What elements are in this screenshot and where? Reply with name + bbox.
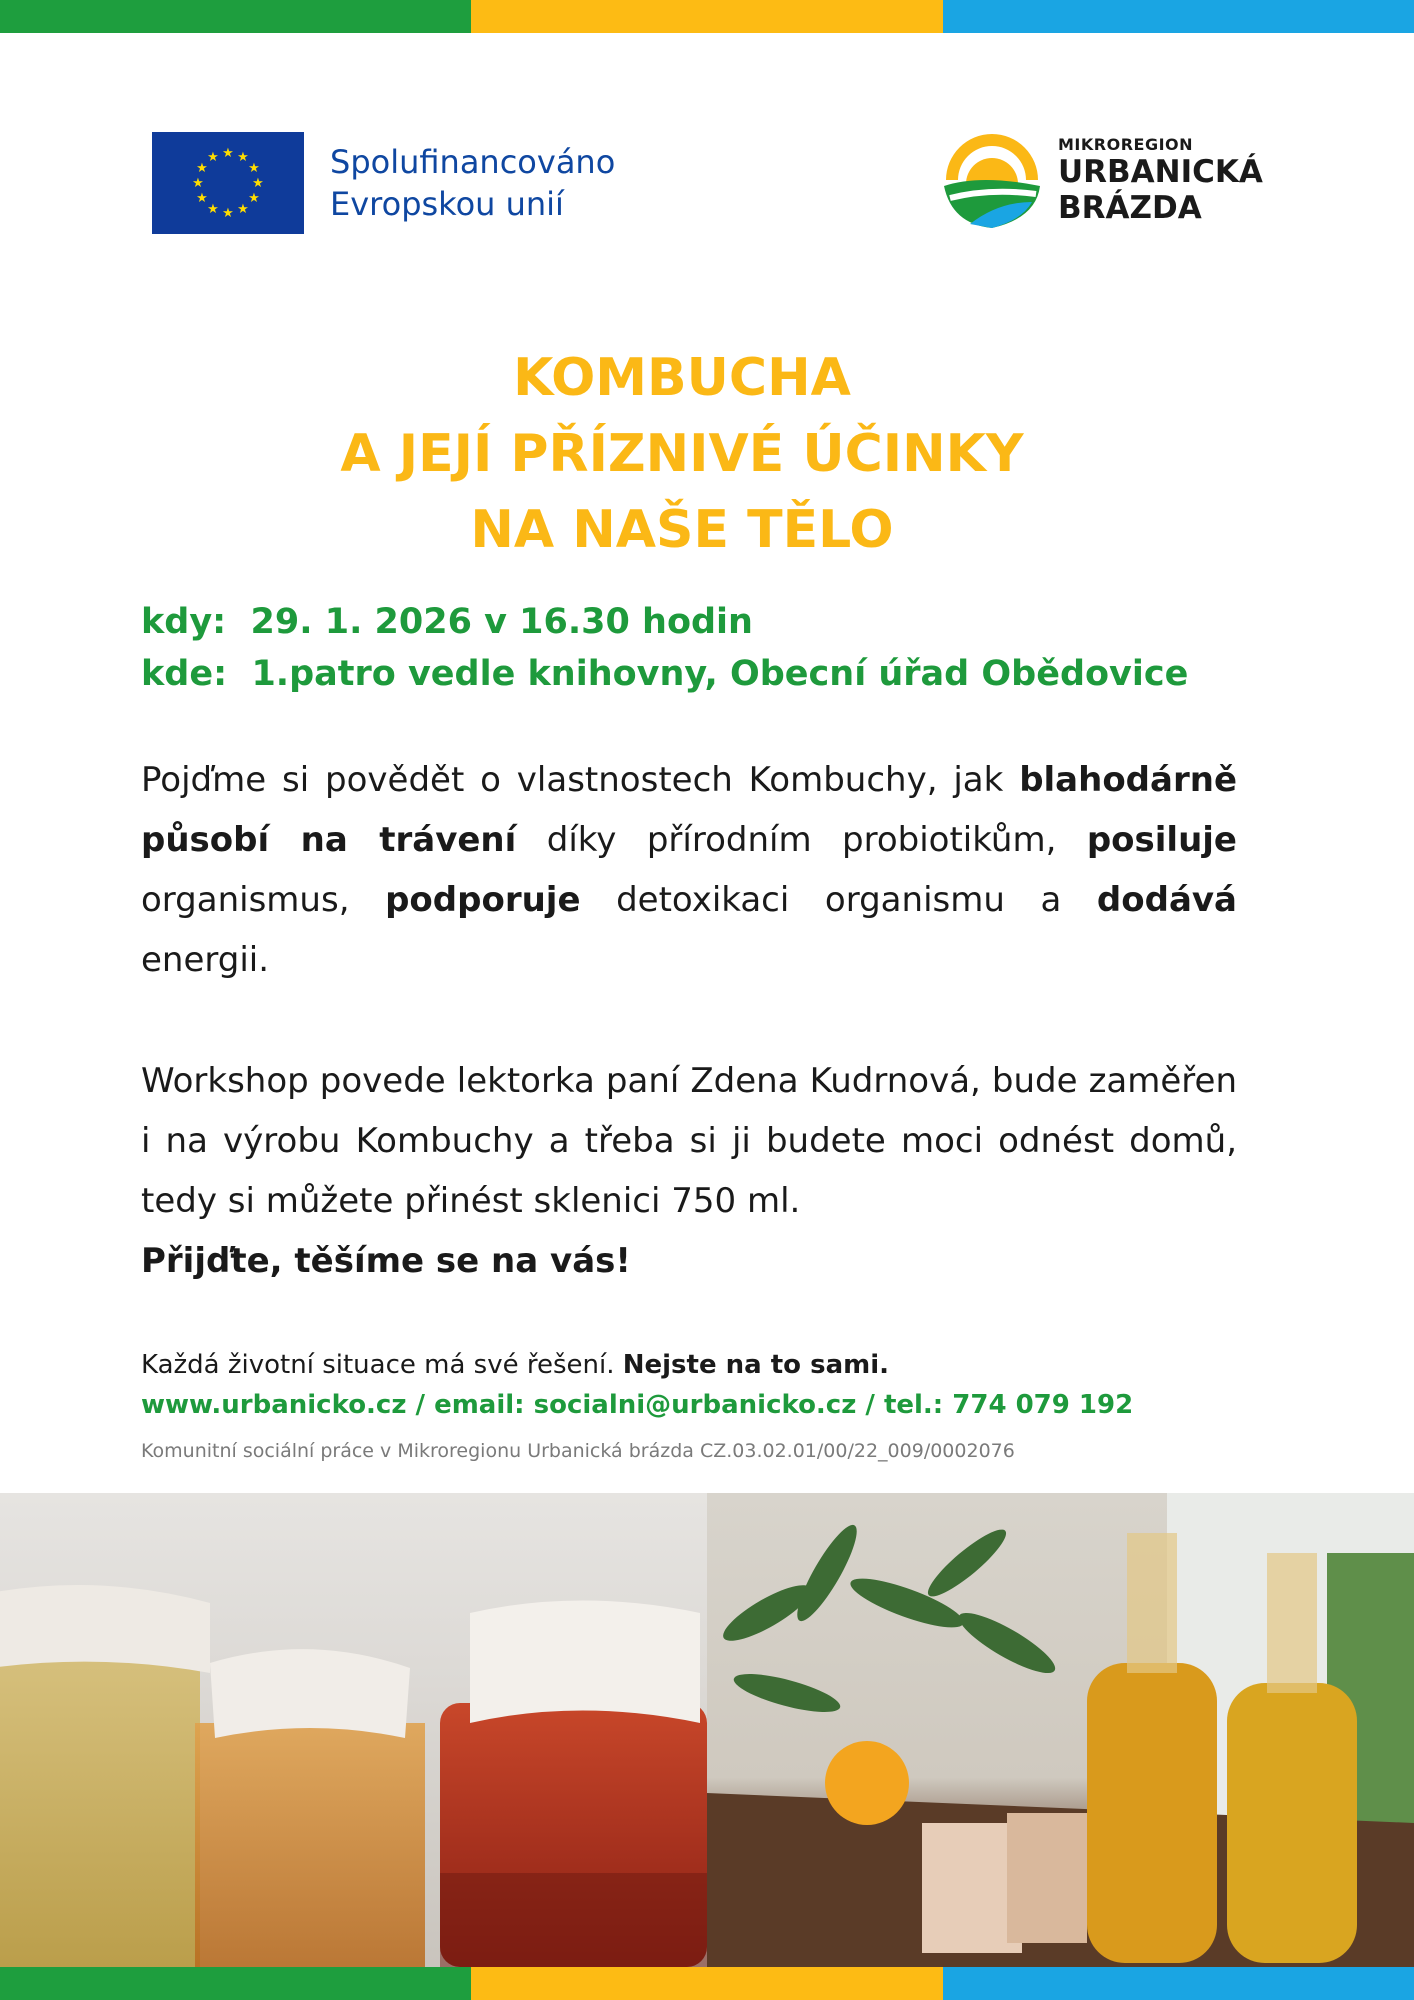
bold-digestion: blahodárně působí na trávení (141, 760, 1237, 860)
logo-brazda-label: BRÁZDA (1058, 189, 1202, 226)
eu-cofinanced-logo (152, 132, 615, 234)
svg-text:★: ★ (196, 161, 208, 176)
svg-text:★: ★ (248, 191, 260, 206)
svg-text:★: ★ (222, 146, 234, 161)
eu-text-line2: Evropskou unií (330, 185, 564, 223)
eu-flag-icon (152, 132, 304, 234)
photo-strip (0, 1493, 1414, 1967)
svg-text:★: ★ (237, 202, 249, 217)
bold-supports: podporuje (385, 880, 581, 920)
bold-strengthens: posiluje (1086, 820, 1237, 860)
svg-text:★: ★ (196, 191, 208, 206)
when-label: kdy: (141, 602, 227, 642)
svg-text:★: ★ (248, 161, 260, 176)
kombucha-bottles-photo (707, 1493, 1414, 1967)
footer-info (141, 1345, 1133, 1425)
where-label: kde: (141, 654, 228, 694)
project-reference: Komunitní sociální práce v Mikroregionu Urbanická brázda CZ.03.02.01/00/22_009/0002076 (141, 1440, 1015, 1462)
footer-slogan: Každá životní situace má své řešení. Nejste na to sami. (141, 1350, 889, 1380)
title-line-3: NA NAŠE TĚLO (470, 500, 894, 560)
event-description (141, 750, 1237, 1291)
title-line-1: KOMBUCHA (513, 348, 851, 408)
svg-text:★: ★ (207, 202, 219, 217)
top-color-stripe (0, 0, 1414, 33)
bottom-color-stripe (0, 1967, 1414, 2000)
description-paragraph-1: Pojďme si povědět o vlastnostech Kombuchy, jak blahodárně působí na trávení díky přírodním probiotikům, posiluje organismus, podporuje detoxikaci organismu a dodává energii. (141, 760, 1237, 980)
bold-gives: dodává (1096, 880, 1237, 920)
svg-text:★: ★ (237, 150, 249, 165)
closing-invitation: Přijďte, těšíme se na vás! (141, 1241, 631, 1281)
contact-line[interactable]: www.urbanicko.cz / email: socialni@urbanicko.cz / tel.: 774 079 192 (141, 1390, 1134, 1420)
svg-text:★: ★ (192, 176, 204, 191)
logo-urbanicka-label: URBANICKÁ (1058, 153, 1263, 190)
when-value: 29. 1. 2026 v 16.30 hodin (250, 602, 753, 642)
eu-text-line1: Spolufinancováno (330, 143, 616, 181)
event-details (141, 596, 1188, 700)
description-paragraph-2: Workshop povede lektorka paní Zdena Kudrnová, bude zaměřen i na výrobu Kombuchy a třeba si ji budete moci odnést domů, tedy si můžete přinést sklenici 750 ml. (141, 1061, 1237, 1221)
svg-text:★: ★ (207, 150, 219, 165)
sun-hills-logo-icon (940, 128, 1044, 232)
mikroregion-logo (940, 128, 1263, 232)
event-where (141, 648, 1188, 700)
slogan-bold: Nejste na to sami. (622, 1350, 889, 1380)
where-value: 1.patro vedle knihovny, Obecní úřad Obědovice (251, 654, 1189, 694)
kombucha-jars-photo (0, 1493, 707, 1967)
event-when (141, 596, 1188, 648)
title-line-2: A JEJÍ PŘÍZNIVÉ ÚČINKY (340, 424, 1024, 484)
svg-text:★: ★ (222, 206, 234, 221)
event-title (0, 340, 1414, 568)
svg-text:★: ★ (252, 176, 264, 191)
logo-mikroregion-label: MIKROREGION (1058, 134, 1194, 154)
